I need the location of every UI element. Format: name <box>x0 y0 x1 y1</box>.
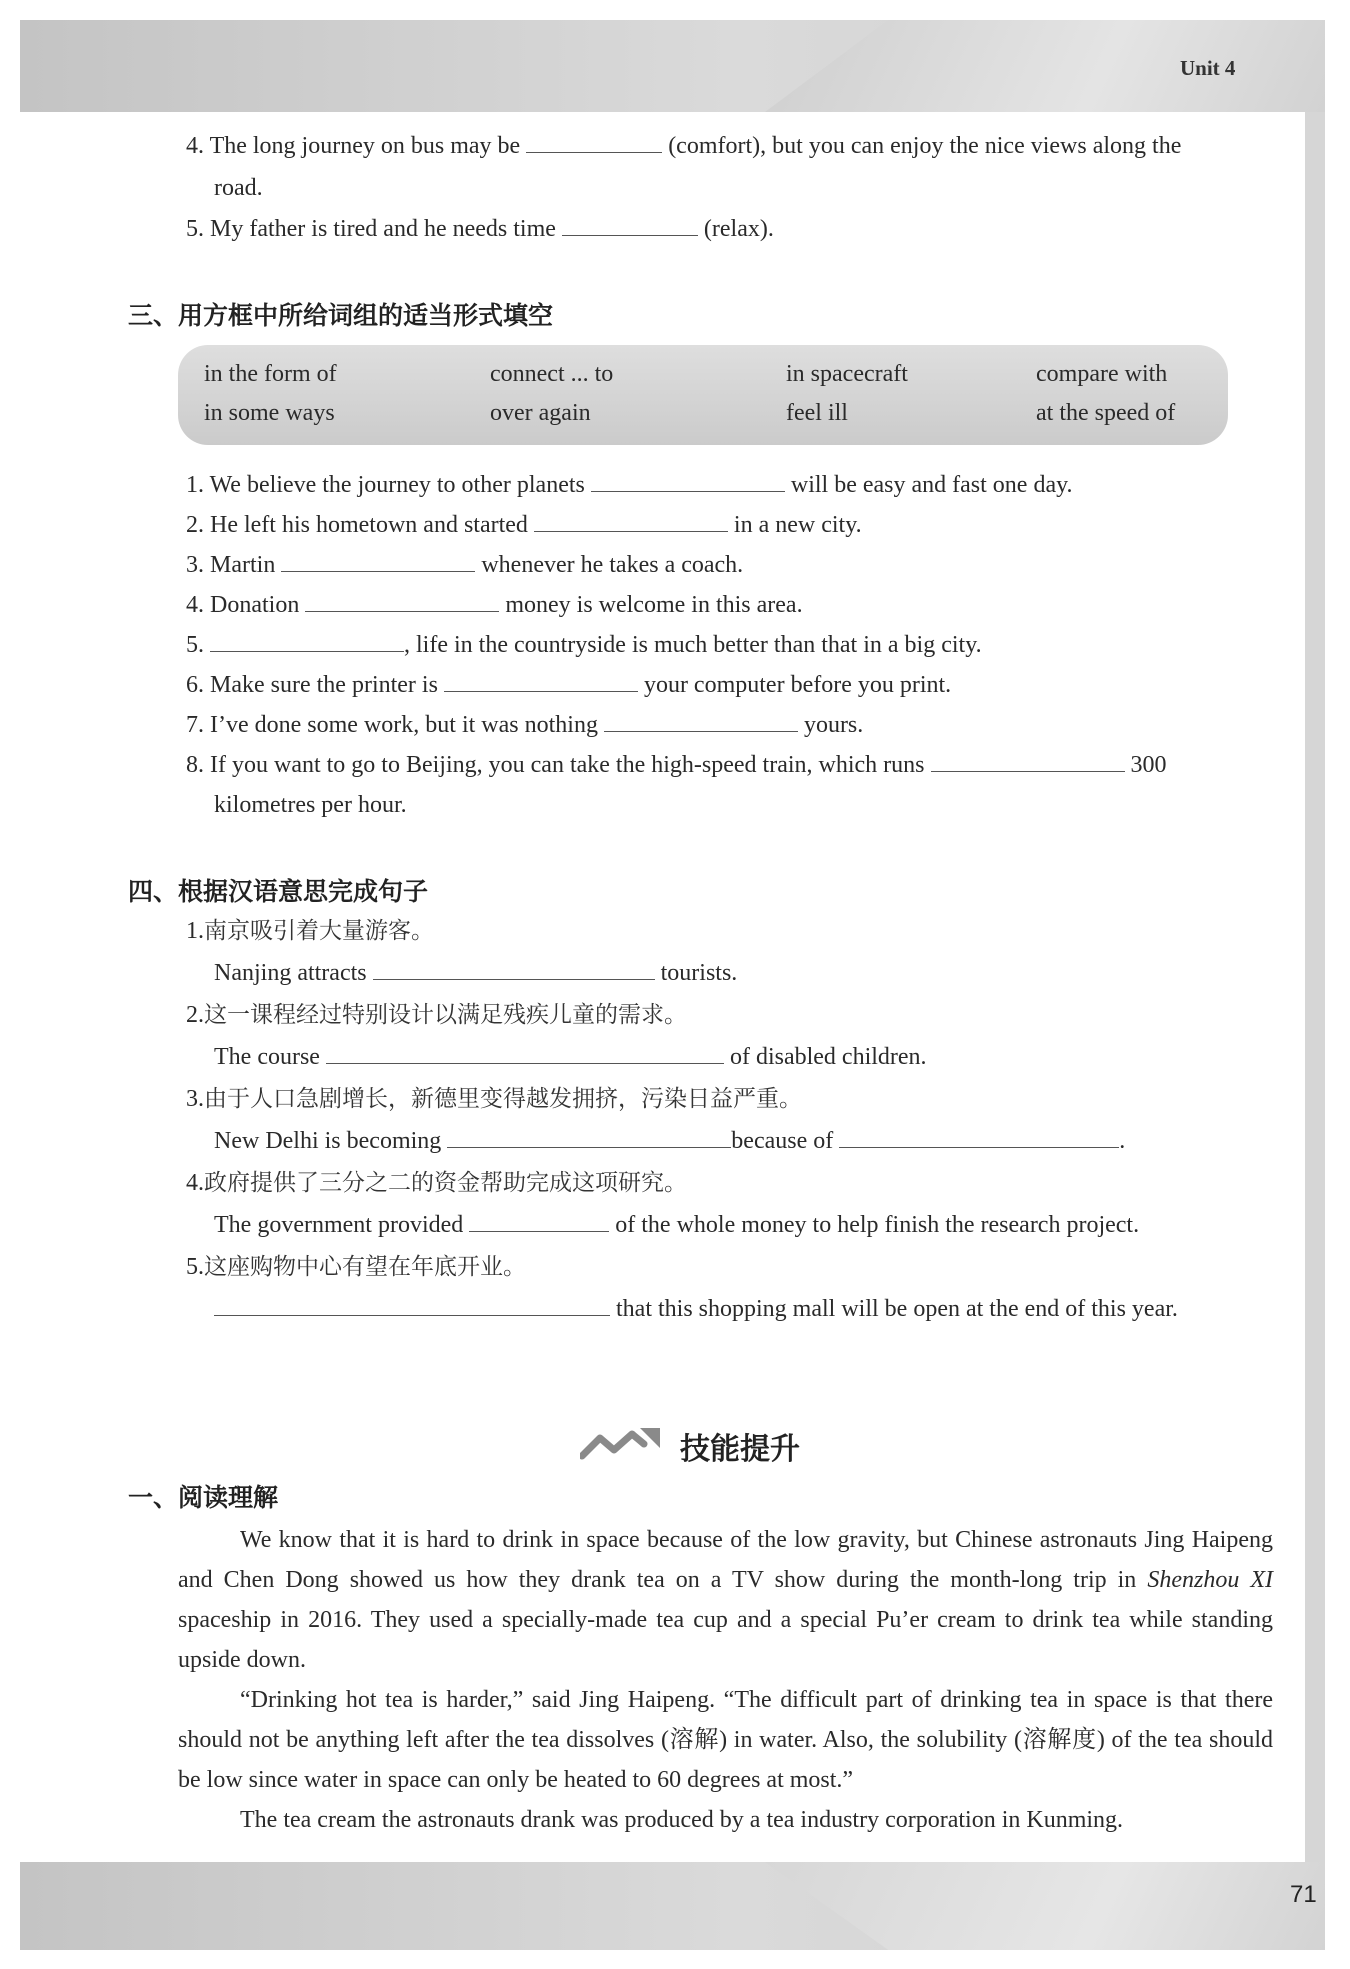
translation-line: Nanjing attracts tourists. <box>214 960 738 986</box>
exercise-item: 7. I’ve done some work, but it was nothing yours. <box>186 712 864 738</box>
answer-blank[interactable] <box>839 1127 1119 1148</box>
answer-blank[interactable] <box>447 1127 731 1148</box>
phrase-box <box>178 345 1228 445</box>
answer-blank[interactable] <box>281 551 475 572</box>
unit-label: Unit 4 <box>1180 56 1236 80</box>
exercise-item: 3. Martin whenever he takes a coach. <box>186 552 744 578</box>
answer-blank[interactable] <box>931 751 1125 772</box>
exercise-item: 2. He left his hometown and started in a new city. <box>186 512 862 538</box>
header-band <box>20 20 1325 112</box>
answer-blank[interactable] <box>591 471 785 492</box>
chinese-prompt: 2.这一课程经过特别设计以满足残疾儿童的需求。 <box>186 1002 687 1028</box>
phrase-item: compare with <box>1036 361 1168 387</box>
answer-blank[interactable] <box>444 671 638 692</box>
answer-blank[interactable] <box>305 591 499 612</box>
answer-blank[interactable] <box>373 959 655 980</box>
exercise-item: 5. , life in the countryside is much better than that in a big city. <box>186 632 982 658</box>
exercise-item: 1. We believe the journey to other planets will be easy and fast one day. <box>186 472 1073 498</box>
translation-line: The government provided of the whole money to help finish the research project. <box>214 1212 1140 1238</box>
section-heading: 三、用方框中所给词组的适当形式填空 <box>128 301 554 330</box>
exercise-item: 8. If you want to go to Beijing, you can take the high-speed train, which runs 300 <box>186 752 1167 778</box>
translation-line: that this shopping mall will be open at the end of this year. <box>214 1294 1178 1324</box>
answer-blank[interactable] <box>210 631 404 652</box>
translation-line: The course of disabled children. <box>214 1044 927 1070</box>
reading-passage <box>178 1520 1273 1840</box>
paragraph: We know that it is hard to drink in space because of the low gravity, but Chinese astronauts Jing Haipeng and Chen Dong showed us how they drank tea on a TV show during the month-long trip in Shenzhou XI spaceship in 2016. They used a specially-made tea cup and a special Pu’er cream to drink tea while standing upside down. <box>178 1527 1273 1673</box>
exercise-item: 6. Make sure the printer is your computer before you print. <box>186 672 952 698</box>
chinese-prompt: 1.南京吸引着大量游客。 <box>186 918 434 944</box>
answer-blank[interactable] <box>534 511 728 532</box>
section-heading: 一、阅读理解 <box>128 1483 279 1512</box>
page-number: 71 <box>1290 1881 1317 1908</box>
answer-blank[interactable] <box>214 1295 610 1316</box>
skills-title: 技能提升 <box>580 1420 840 1470</box>
answer-blank[interactable] <box>604 711 798 732</box>
exercise-item: 4. Donation money is welcome in this area. <box>186 592 803 618</box>
phrase-item: at the speed of <box>1036 400 1176 426</box>
phrase-item: in some ways <box>204 400 335 426</box>
exercise-item: 5. My father is tired and he needs time (relax). <box>186 216 774 242</box>
translation-line: New Delhi is becoming because of . <box>214 1128 1126 1154</box>
answer-blank[interactable] <box>469 1211 609 1232</box>
page-edge-strip <box>1305 112 1325 1862</box>
answer-blank[interactable] <box>562 215 698 236</box>
footer-band <box>20 1862 1325 1950</box>
chinese-prompt: 4.政府提供了三分之二的资金帮助完成这项研究。 <box>186 1170 687 1196</box>
answer-blank[interactable] <box>326 1043 724 1064</box>
exercise-item: 4. The long journey on bus may be (comfort), but you can enjoy the nice views along the <box>186 133 1182 159</box>
chinese-prompt: 3.由于人口急剧增长，新德里变得越发拥挤，污染日益严重。 <box>186 1086 802 1112</box>
trend-up-icon <box>580 1426 664 1462</box>
phrase-item: connect ... to <box>490 361 614 387</box>
answer-blank[interactable] <box>526 132 662 153</box>
exercise-item-continued: road. <box>214 175 263 201</box>
section-heading: 四、根据汉语意思完成句子 <box>128 877 429 906</box>
phrase-item: over again <box>490 400 591 426</box>
phrase-item: feel ill <box>786 400 848 426</box>
exercise-item-continued: kilometres per hour. <box>214 792 407 818</box>
phrase-item: in the form of <box>204 361 337 387</box>
paragraph: The tea cream the astronauts drank was produced by a tea industry corporation in Kunming. <box>240 1807 1124 1833</box>
phrase-item: in spacecraft <box>786 361 908 387</box>
chinese-prompt: 5.这座购物中心有望在年底开业。 <box>186 1254 526 1280</box>
paragraph: “Drinking hot tea is harder,” said Jing Haipeng. “The difficult part of drinking tea in space is that there should not be anything left after the tea dissolves (溶解) in water. Also, the solubility (溶解度) of the tea should be low since water in space can only be heated to 60 degrees at most.” <box>178 1687 1273 1793</box>
